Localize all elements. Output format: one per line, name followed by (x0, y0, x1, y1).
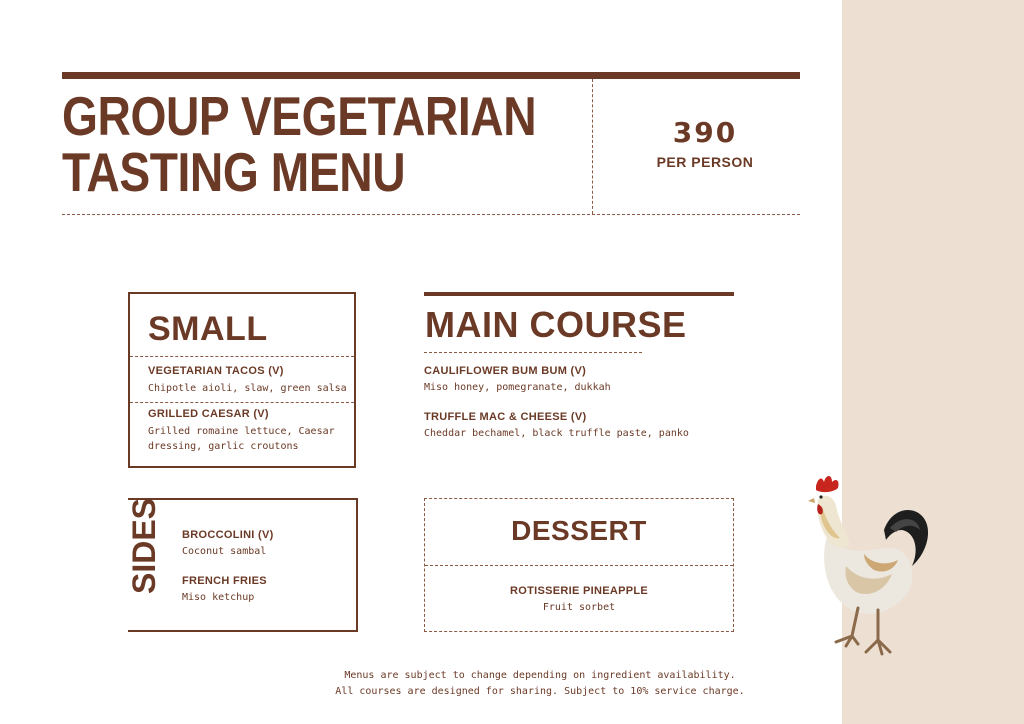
header-top-rule (62, 72, 800, 79)
item-name: TRUFFLE MAC & CHEESE (V) (424, 411, 587, 423)
header-divider (592, 79, 593, 214)
small-divider (130, 356, 354, 357)
item-description (148, 424, 348, 454)
item-description: Coconut sambal (182, 546, 267, 557)
menu-item (148, 365, 347, 396)
small-title: SMALL (148, 310, 268, 348)
item-description-line: dressing, garlic croutons (148, 441, 299, 452)
item-name: FRENCH FRIES (182, 575, 267, 587)
menu-title-line1: GROUP VEGETARIAN (62, 85, 537, 147)
rooster-icon (806, 470, 934, 658)
sides-title: SIDES (126, 497, 162, 594)
footnote-line: All courses are designed for sharing. Subject to 10% service charge. (335, 686, 745, 697)
menu-footnote (250, 668, 830, 700)
price-value: 390 (672, 116, 738, 149)
header-bottom-rule (62, 214, 800, 215)
item-description-line: Grilled romaine lettuce, Caesar (148, 426, 335, 437)
menu-title (62, 85, 537, 203)
dessert-section (424, 498, 734, 632)
item-name: BROCCOLINI (V) (182, 529, 274, 541)
main-course-divider (424, 352, 642, 353)
item-name: CAULIFLOWER BUM BUM (V) (424, 365, 587, 377)
menu-item (182, 575, 267, 605)
menu-item (424, 365, 611, 395)
menu-title-line2: TASTING MENU (62, 141, 406, 203)
item-description: Chipotle aioli, slaw, green salsa (148, 383, 347, 394)
menu-item (424, 411, 689, 441)
menu-item (182, 529, 274, 559)
item-description: Miso honey, pomegranate, dukkah (424, 382, 611, 393)
item-name: VEGETARIAN TACOS (V) (148, 365, 284, 377)
main-course-title: MAIN COURSE (425, 304, 687, 345)
item-name: ROTISSERIE PINEAPPLE (509, 585, 649, 597)
item-description: Fruit sorbet (542, 602, 616, 613)
menu-item (148, 408, 348, 454)
small-section (128, 292, 356, 468)
dessert-title: DESSERT (511, 515, 647, 546)
item-name: GRILLED CAESAR (V) (148, 408, 269, 420)
price-unit: PER PERSON (656, 154, 754, 170)
menu-item (425, 585, 733, 615)
item-description: Cheddar bechamel, black truffle paste, panko (424, 428, 689, 439)
dessert-divider (425, 565, 733, 566)
item-description: Miso ketchup (182, 592, 255, 603)
price-block (620, 118, 790, 170)
main-course-rule (424, 292, 734, 296)
footnote-line: Menus are subject to change depending on ingredient availability. (344, 670, 736, 681)
small-divider (130, 402, 354, 403)
